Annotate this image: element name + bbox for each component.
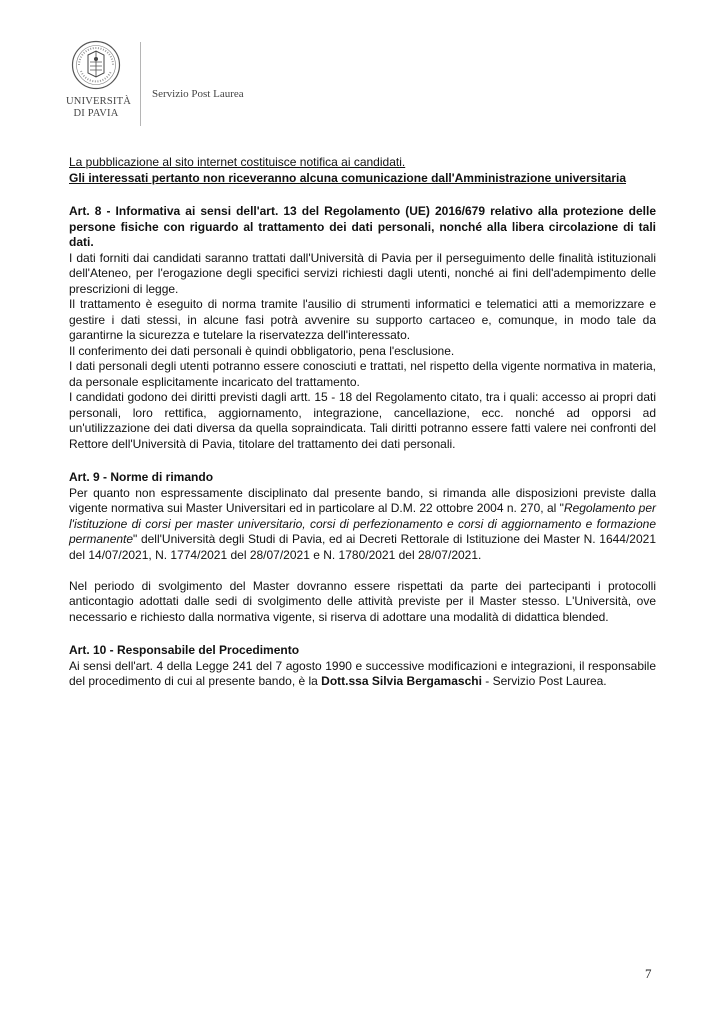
art9-paragraph-1 bbox=[69, 486, 656, 564]
notice-line-1: La pubblicazione al sito internet costituisce notifica ai candidati. bbox=[69, 155, 406, 169]
header-divider bbox=[140, 42, 141, 126]
art9-text-a: Per quanto non espressamente disciplinato dal presente bando, si rimanda alle disposizioni previste dalla vigente normativa sui Master Universitari ed in particolare al D.M. 22 ottobre 2004 n. 270, al " bbox=[69, 485, 656, 515]
art8-paragraph-1: I dati forniti dai candidati saranno trattati dall'Università di Pavia per il perseguimento delle finalità istituzionali dell'Ateneo, per l'erogazione degli specifici servizi richiesti dagli utenti, nonché ai fini dell'adempimento delle prescrizioni di legge. bbox=[69, 250, 656, 296]
responsabile-name: Dott.ssa Silvia Bergamaschi bbox=[321, 674, 482, 688]
art8-paragraph-4: I dati personali degli utenti potranno essere conosciuti e trattati, nel rispetto della vigente normativa in materia, da personale esplicitamente incaricato del trattamento. bbox=[69, 359, 656, 389]
art9-paragraph-2: Nel periodo di svolgimento del Master dovranno essere rispettati da parte dei partecipanti i protocolli anticontagio adottati dalle sedi di svolgimento delle attività previste per il Master stesso. L'Università, ove necessario e richiesto dalla normativa vigente, si riserva di adottare una modalità di didattica blended. bbox=[69, 578, 656, 624]
document-body bbox=[69, 155, 656, 690]
art8-paragraph-5: I candidati godono dei diritti previsti dagli artt. 15 - 18 del Regolamento citato, tra i quali: accesso ai propri dati personali, loro rettifica, aggiornamento, integrazione, cancellazione, ecc. nonché ad opporsi ad un'utilizzazione dei dati diversa da quella sopraindicata. Tali diritti potranno essere fatti valere nei confronti del Rettore dell'Università di Pavia, titolare del trattamento dei dati personali. bbox=[69, 390, 656, 451]
art10-text-a: Ai sensi dell'art. 4 della Legge 241 del 7 agosto 1990 e successive modificazioni e integrazioni, il responsabile del procedimento di cui al presente bando, è la bbox=[69, 658, 656, 688]
regolamento-title: Regolamento per l'istituzione di corsi per master universitario, corsi di perfezionamento e corsi di aggiornamento e formazione permanente bbox=[69, 501, 656, 546]
page-number: 7 bbox=[645, 966, 652, 981]
university-name-line2: DI PAVIA bbox=[73, 108, 119, 119]
university-name-line1: UNIVERSITÀ bbox=[66, 96, 131, 107]
art8-paragraph-2: Il trattamento è eseguito di norma tramite l'ausilio di strumenti informatici e telematici atti a memorizzare e gestire i dati stessi, in alcune fasi potrà avvenire su supporto cartaceo e, comunque, in modo tale da garantirne la sicurezza e tutelare la riservatezza dell'interessato. bbox=[69, 297, 656, 342]
service-name: Servizio Post Laurea bbox=[152, 88, 244, 100]
spacer bbox=[69, 452, 656, 470]
spacer bbox=[69, 625, 656, 643]
art9-text-b: " dell'Università degli Studi di Pavia, ed ai Decreti Rettorale di Istituzione dei Master N. 1644/2021 del 14/07/2021, N. 1774/2021 del 28/07/2021 e N. 1780/2021 del 28/07/2021. bbox=[69, 532, 656, 562]
university-name bbox=[66, 96, 131, 120]
art10-paragraph-1 bbox=[69, 659, 656, 690]
art10-heading: Art. 10 - Responsabile del Procedimento bbox=[69, 643, 300, 657]
university-seal-icon bbox=[71, 40, 121, 90]
spacer bbox=[69, 563, 656, 579]
notice-line-2: Gli interessati pertanto non riceveranno alcuna comunicazione dall'Amministrazione universitaria bbox=[69, 170, 627, 185]
spacer bbox=[69, 186, 656, 204]
art9-heading: Art. 9 - Norme di rimando bbox=[69, 470, 214, 484]
art8-heading: Art. 8 - Informativa ai sensi dell'art. 13 del Regolamento (UE) 2016/679 relativo alla protezione delle persone fisiche con riguardo al trattamento dei dati personali, nonché alla libera circolazione di tali dati. bbox=[69, 204, 656, 249]
art10-text-b: - Servizio Post Laurea. bbox=[481, 674, 607, 688]
art8-paragraph-3: Il conferimento dei dati personali è quindi obbligatorio, pena l'esclusione. bbox=[69, 343, 455, 358]
